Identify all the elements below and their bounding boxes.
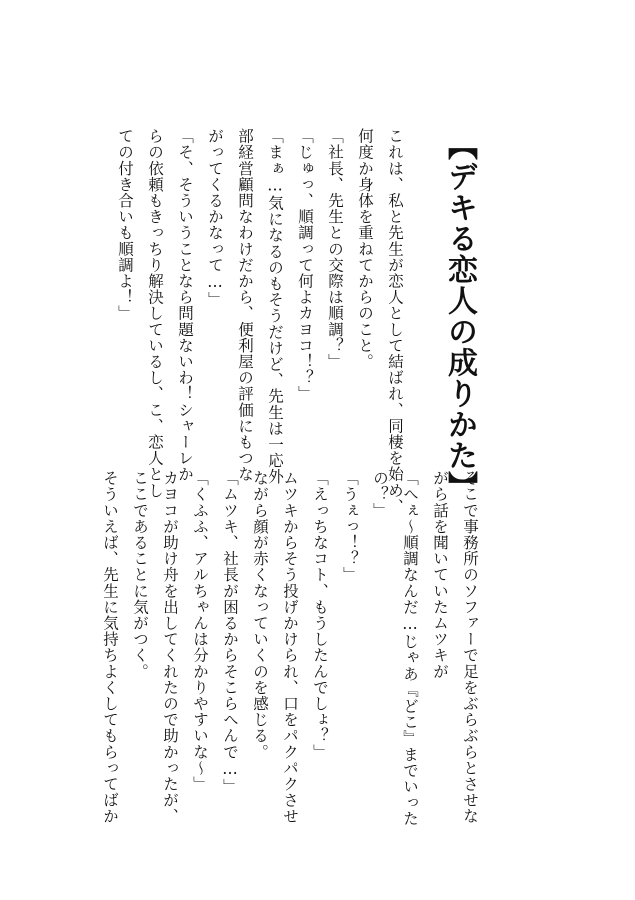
text-line: 「うぇっ！？」 [341,470,359,583]
text-line: そういえば、先生に気持ちよくしてもらってばか [101,470,119,825]
text-line: これは、私と先生が恋人として結ばれ、同棲を始め、 [386,128,404,515]
text-line: 「そ、そういうことなら問題ないわ！シャーレか [176,128,194,483]
text-line: ここであることに気がつく。 [131,470,149,680]
text-line: カヨコが助け舟を出してくれたので助かったが、 [161,470,179,825]
text-line: 「へぇ～順調なんだ…じゃあ『どこ』までいった [401,470,419,827]
text-line: がら話を聞いていたムツキが [431,470,449,680]
text-line: ながら顔が赤くなっていくのを感じる。 [251,470,269,760]
upper-text-block [116,128,410,515]
chapter-title: 【デキる恋人の成りかた】 [442,130,477,502]
text-line: の？」 [371,470,389,519]
lower-text-block [101,470,485,827]
text-line: ての付き合いも順調よ！」 [116,128,134,322]
text-line: 部経営顧問なわけだから、便利屋の評価にもつな [236,128,254,483]
text-line: 「まぁ…気になるのもそうだけど、先生は一応外 [266,128,284,485]
text-line: ムツキからそう投げかけられ、口をパクパクさせ [281,470,299,825]
text-line: 何度か身体を重ねてからのこと。 [356,128,374,370]
text-line: 「社長、先生との交際は順調？」 [326,128,344,370]
text-line: らの依頼もきっちり解決しているし、こ、恋人とし [146,128,164,499]
text-line: 「じゅっ、順調って何よカヨコ！？」 [296,128,314,402]
text-line: 「ムツキ、社長が困るからそこらへんで…」 [221,470,239,795]
text-line: そこで事務所のソファーで足をぶらぶらとさせな [461,470,479,825]
text-line: 「えっちなコト、もうしたんでしょ？」 [311,470,329,760]
text-line: 「くふふ、アルちゃんは分かりやすいな～」 [191,470,209,792]
text-line: がってくるかなって…」 [206,128,224,308]
